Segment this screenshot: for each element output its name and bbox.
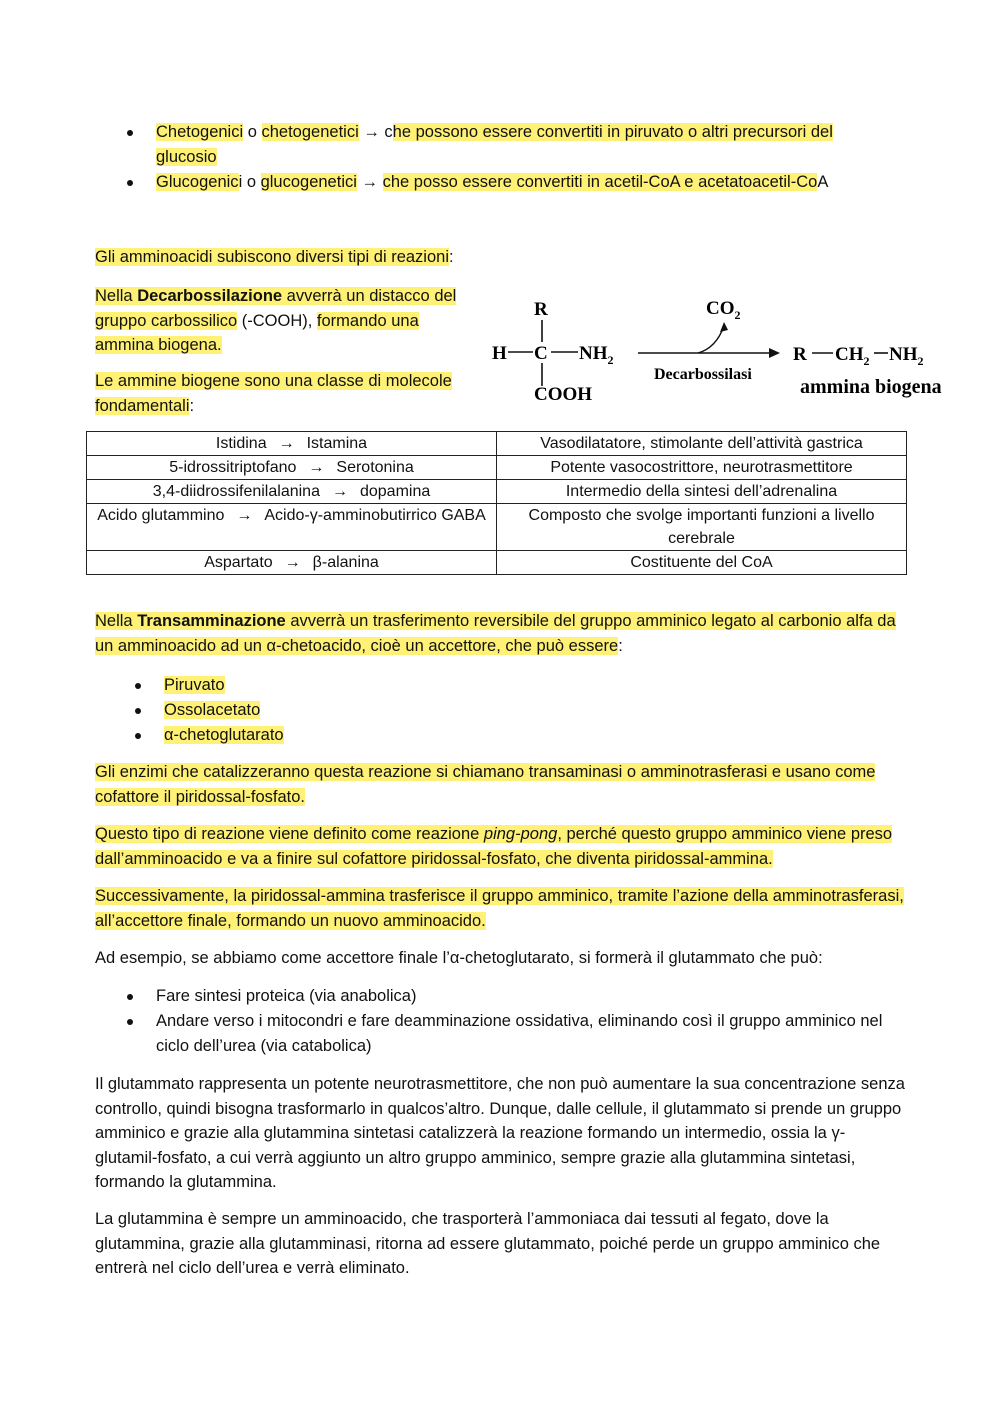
- co2-label: $CO_2$: [706, 298, 741, 322]
- precursor-product-cell: Aspartato → β-alanina: [87, 551, 497, 575]
- ping-pong-paragraph: Questo tipo di reazione viene definito come reazione ping-pong, perché questo gruppo amminico viene preso dall’amminoacido e va a finire sul cofattore piridossal-fosfato, che diventa piridossal-ammina.: [95, 825, 893, 868]
- product-r-label: R: [793, 344, 807, 365]
- carboxyl-group-label: COOH: [534, 384, 593, 405]
- list-item: Chetogenici o chetogenetici → che possono essere convertiti in piruvato o altri precursori del glucosio: [156, 120, 876, 169]
- list-item: Glucogenici o glucogenetici → che posso essere convertiti in acetil-CoA e acetatoacetil-CoA: [156, 170, 876, 195]
- bullet-icon: [135, 708, 141, 714]
- precursor-product-cell: Istidina → Istamina: [87, 432, 497, 456]
- list-item: Andare verso i mitocondri e fare deamminazione ossidativa, eliminando così il gruppo amminico nel ciclo dell’urea (via catabolica): [156, 1009, 906, 1058]
- decarboxylation-diagram: [488, 290, 968, 408]
- table-row: [87, 551, 907, 575]
- amino-group-label: $NH_2$: [579, 343, 614, 367]
- list-item: Ossolacetato: [164, 698, 564, 723]
- successively-paragraph: Successivamente, la piridossal-ammina trasferisce il gruppo amminico, tramite l’azione della amminotrasferasi, all’accettore finale, formando un nuovo amminoacido.: [95, 887, 904, 930]
- precursor-product-cell: Acido glutammino → Acido-γ-amminobutirrico GABA: [87, 504, 497, 551]
- product-ch2-label: $CH_2$: [835, 344, 870, 368]
- product-name-label: ammina biogena: [800, 376, 942, 398]
- bullet-icon: [127, 130, 133, 136]
- function-cell: Costituente del CoA: [497, 551, 907, 575]
- function-cell: Potente vasocostrittore, neurotrasmettitore: [497, 456, 907, 480]
- biogenic-amines-table: [86, 431, 907, 575]
- enzyme-label: Decarbossilasi: [654, 366, 752, 383]
- function-cell: Intermedio della sintesi dell’adrenalina: [497, 480, 907, 504]
- r-group-label: R: [534, 299, 548, 320]
- example-paragraph: Ad esempio, se abbiamo come accettore finale l’α-chetoglutarato, si formerà il glutammato che può:: [95, 949, 823, 967]
- table-row: [87, 504, 907, 551]
- alpha-carbon-label: C: [534, 343, 548, 364]
- list-item: α-chetoglutarato: [164, 723, 564, 748]
- reactions-heading: Gli amminoacidi subiscono diversi tipi di reazioni:: [95, 248, 454, 266]
- function-cell: Composto che svolge importanti funzioni a livello cerebrale: [497, 504, 907, 551]
- arrowhead-icon: [720, 322, 728, 332]
- list-item: Piruvato: [164, 673, 564, 698]
- decarbox-paragraph: Nella Decarbossilazione avverrà un distacco del gruppo carbossilico (-COOH), formando una ammina biogena.: [95, 287, 457, 354]
- table-row: [87, 432, 907, 456]
- biogenic-amines-paragraph: Le ammine biogene sono una classe di molecole fondamentali:: [95, 372, 452, 415]
- h-label: H: [492, 343, 507, 364]
- list-item: Fare sintesi proteica (via anabolica): [156, 984, 906, 1009]
- transamination-paragraph: Nella Transamminazione avverrà un trasferimento reversibile del gruppo amminico legato al carbonio alfa da un amminoacido ad un α-chetoacido, cioè un accettore, che può essere:: [95, 612, 896, 655]
- glutamate-fates-list: [156, 984, 906, 1058]
- bullet-icon: [127, 1019, 133, 1025]
- glutamine-paragraph: La glutammina è sempre un amminoacido, che trasporterà l’ammoniaca dai tessuti al fegato, dove la glutammina, grazie alla glutamminasi, ritorna ad essere glutammato, poiché perde un gruppo amminico che entrerà nel ciclo dell’urea e verrà eliminato.: [95, 1210, 881, 1277]
- arrowhead-icon: [769, 348, 780, 358]
- table-row: [87, 480, 907, 504]
- acceptors-list: [164, 673, 564, 748]
- enzymes-paragraph: Gli enzimi che catalizzeranno questa reazione si chiamano transaminasi o amminotrasferasi e usano come cofattore il piridossal-fosfato.: [95, 763, 876, 806]
- bullet-icon: [127, 994, 133, 1000]
- table-row: [87, 456, 907, 480]
- precursor-product-cell: 5-idrossitriptofano → Serotonina: [87, 456, 497, 480]
- precursor-product-cell: 3,4-diidrossifenilalanina → dopamina: [87, 480, 497, 504]
- function-cell: Vasodilatatore, stimolante dell’attività gastrica: [497, 432, 907, 456]
- product-nh2-label: $NH_2$: [889, 344, 924, 368]
- co2-release-arrow: [698, 326, 724, 353]
- bullet-icon: [135, 683, 141, 689]
- glutamate-paragraph: Il glutammato rappresenta un potente neurotrasmettitore, che non può aumentare la sua concentrazione senza controllo, quindi bisogna trasformarlo in qualcos’altro. Dunque, dalle cellule, il glutammato si prende un gruppo amminico e grazie alla glutammina sintetasi catalizzerà la reazione formando un intermedio, ossia la γ-glutamil-fosfato, a cui verrà aggiunto un altro gruppo amminico, sempre grazie alla glutammina sintetasi, formando la glutammina.: [95, 1075, 905, 1191]
- bullet-icon: [127, 180, 133, 186]
- bullet-icon: [135, 733, 141, 739]
- intro-list: [156, 120, 876, 195]
